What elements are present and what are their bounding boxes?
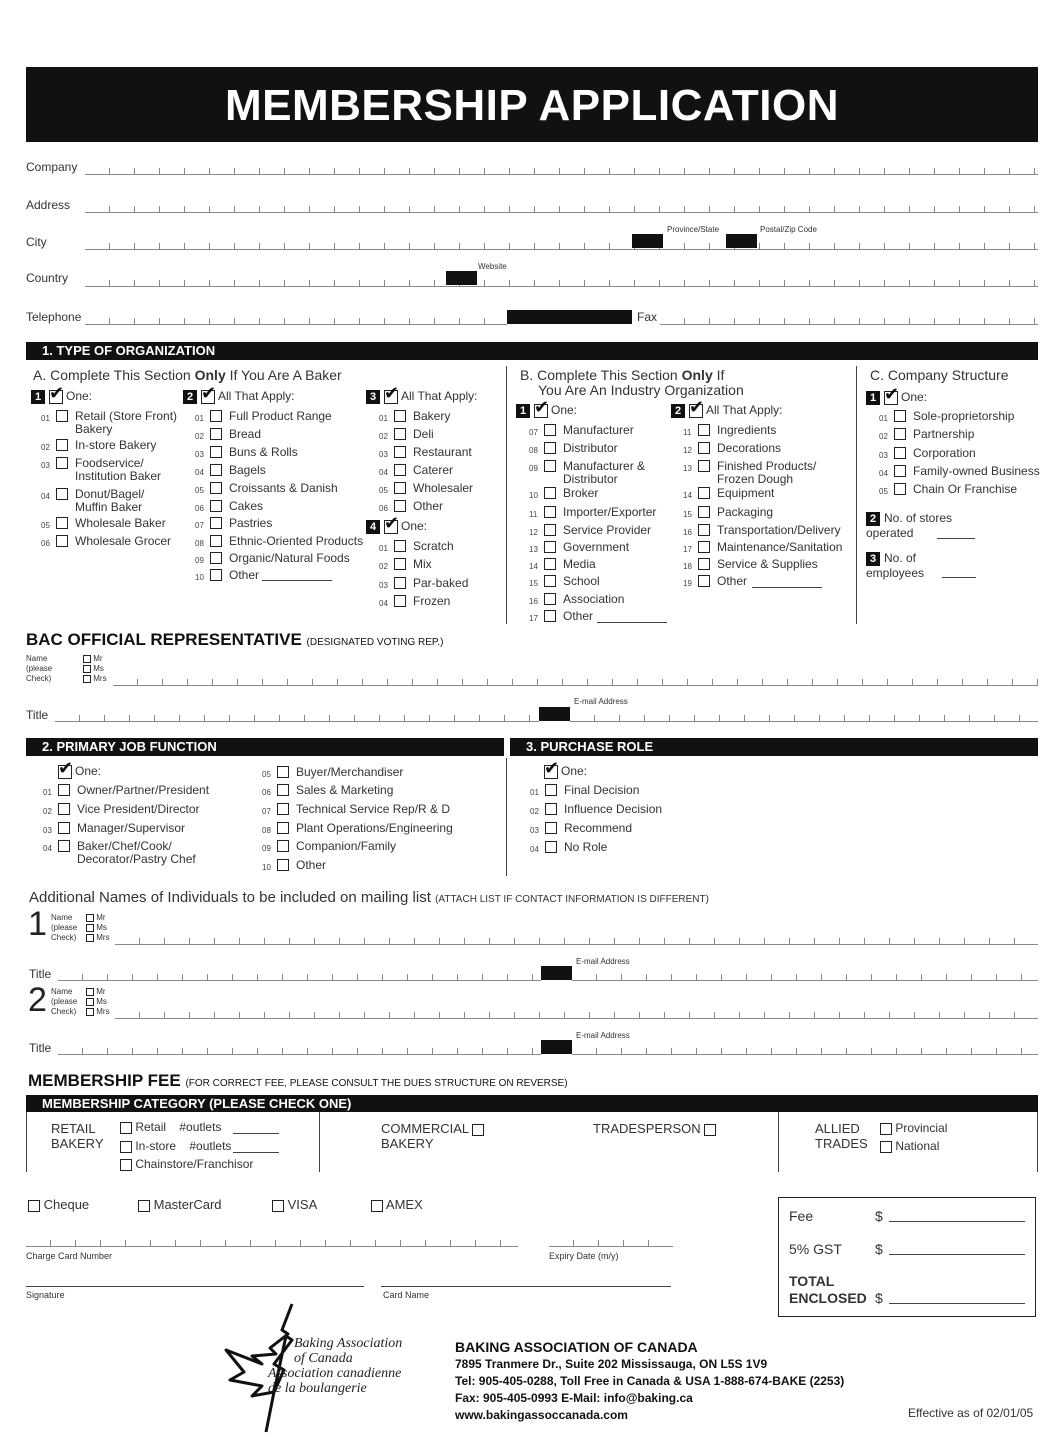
a4-item-03[interactable]: 03 Par-baked bbox=[379, 576, 469, 590]
a3-item-04[interactable]: 04 Caterer bbox=[379, 463, 454, 477]
b1-item-10[interactable]: 10 Broker bbox=[529, 486, 599, 500]
b2-other-line[interactable] bbox=[752, 587, 822, 588]
a1-item-02[interactable]: 02 In-store Bakery bbox=[41, 438, 157, 452]
section1-bar bbox=[26, 342, 1038, 360]
c1-heading: 1✔ One: bbox=[866, 390, 927, 405]
a1-item-05[interactable]: 05 Wholesale Baker bbox=[41, 516, 166, 530]
b2-item-15[interactable]: 15 Packaging bbox=[683, 505, 774, 519]
a3-item-05[interactable]: 05 Wholesaler bbox=[379, 481, 474, 495]
org-info bbox=[455, 1339, 844, 1424]
org-fax: Fax: 905-405-0993 E-Mail: info@baking.ca bbox=[455, 1391, 693, 1405]
org-name: BAKING ASSOCIATION OF CANADA bbox=[455, 1339, 698, 1355]
add1-title-label: Title bbox=[29, 967, 52, 981]
b2-item-13[interactable]: 13 Finished Products/ Frozen Dough bbox=[683, 459, 817, 486]
b2-heading: 2✔ All That Apply: bbox=[671, 403, 783, 418]
card-number-field[interactable] bbox=[26, 1238, 518, 1247]
job-item-06[interactable]: 06 Sales & Marketing bbox=[262, 783, 394, 797]
check-icon bbox=[534, 404, 548, 418]
add1-title-field[interactable] bbox=[58, 972, 541, 981]
telephone-label: Telephone bbox=[26, 310, 82, 324]
signature-label: Signature bbox=[26, 1290, 65, 1300]
a1-item-06[interactable]: 06 Wholesale Grocer bbox=[41, 534, 172, 548]
add1-separator bbox=[541, 966, 572, 980]
section1-title: 1. TYPE OF ORGANIZATION bbox=[42, 343, 216, 358]
b2-item-11[interactable]: 11 Ingredients bbox=[683, 423, 777, 437]
instore-outlets-line[interactable] bbox=[233, 1152, 279, 1153]
pay-visa[interactable]: VISA bbox=[272, 1197, 317, 1212]
add2-title-field[interactable] bbox=[58, 1046, 541, 1055]
b2-item-19[interactable]: 19 Other bbox=[683, 574, 748, 588]
b1-other-line[interactable] bbox=[597, 622, 667, 623]
b2-item-17[interactable]: 17 Maintenance/Sanitation bbox=[683, 540, 843, 554]
retail-bakery-label: RETAIL BAKERY bbox=[51, 1121, 104, 1151]
card-name-line[interactable] bbox=[381, 1286, 671, 1287]
job-item-01[interactable]: 01 Owner/Partner/President bbox=[43, 783, 210, 797]
a2-heading: 2✔ All That Apply: bbox=[183, 389, 295, 404]
a3-item-06[interactable]: 06 Other bbox=[379, 499, 444, 513]
check-icon bbox=[384, 520, 398, 534]
section2-bar bbox=[26, 738, 504, 756]
b1-item-12[interactable]: 12 Service Provider bbox=[529, 523, 652, 537]
c2-line[interactable] bbox=[937, 538, 975, 539]
telephone-field[interactable] bbox=[85, 316, 507, 325]
section-a-heading: A. Complete This Section Only If You Are A Baker bbox=[33, 367, 342, 383]
retail-option[interactable]: Retail #outlets bbox=[120, 1120, 221, 1134]
fax-label: Fax bbox=[637, 310, 658, 324]
section-b-heading: B. Complete This Section Only If bbox=[520, 367, 725, 383]
a3-item-02[interactable]: 02 Deli bbox=[379, 427, 434, 441]
card-name-label: Card Name bbox=[383, 1290, 430, 1300]
add1-salutation[interactable]: Mr Ms Mrs bbox=[86, 913, 110, 943]
additional-number-1: 1 bbox=[28, 905, 47, 943]
a3-heading: 3✔ All That Apply: bbox=[366, 389, 478, 404]
section3-title: 3. PURCHASE ROLE bbox=[526, 739, 654, 754]
check-icon bbox=[544, 765, 558, 779]
rep-name-field[interactable] bbox=[113, 677, 1038, 686]
rep-salutation[interactable]: Mr Ms Mrs bbox=[83, 654, 107, 684]
a3-item-01[interactable]: 01 Bakery bbox=[379, 409, 451, 423]
rep-separator bbox=[539, 707, 570, 721]
fax-field[interactable] bbox=[660, 316, 1038, 325]
page-title: MEMBERSHIP APPLICATION bbox=[224, 81, 839, 130]
total-amount-line[interactable] bbox=[889, 1303, 1025, 1304]
a2-item-04[interactable]: 04 Bagels bbox=[195, 463, 266, 477]
a3-item-03[interactable]: 03 Restaurant bbox=[379, 445, 472, 459]
commercial-bakery-option[interactable]: COMMERCIAL BAKERY bbox=[381, 1121, 484, 1151]
city-separator bbox=[632, 234, 663, 248]
expiry-label: Expiry Date (m/y) bbox=[549, 1251, 619, 1261]
b1-item-09[interactable]: 09 Manufacturer & Distributor bbox=[529, 459, 646, 486]
expiry-field[interactable] bbox=[549, 1238, 673, 1247]
total-label: TOTAL ENCLOSED bbox=[789, 1273, 867, 1306]
rep-title-field[interactable] bbox=[55, 713, 539, 722]
pay-cheque[interactable]: Cheque bbox=[28, 1197, 89, 1212]
rep-email-label: E-mail Address bbox=[574, 697, 628, 706]
add2-email-label: E-mail Address bbox=[576, 1031, 630, 1040]
job-item-05[interactable]: 05 Buyer/Merchandiser bbox=[262, 765, 404, 779]
section3-bar bbox=[510, 738, 1038, 756]
c1-item-01[interactable]: 01 Sole-proprietorship bbox=[879, 409, 1015, 423]
job-item-09[interactable]: 09 Companion/Family bbox=[262, 839, 397, 853]
pay-amex[interactable]: AMEX bbox=[371, 1197, 423, 1212]
country-label: Country bbox=[26, 271, 69, 285]
a4-item-01[interactable]: 01 Scratch bbox=[379, 539, 454, 553]
category-title: MEMBERSHIP CATEGORY (PLEASE CHECK ONE) bbox=[42, 1096, 352, 1111]
cat-left-border bbox=[26, 1112, 27, 1172]
a2-item-05[interactable]: 05 Croissants & Danish bbox=[195, 481, 338, 495]
card-number-label: Charge Card Number bbox=[26, 1251, 113, 1261]
add1-email-label: E-mail Address bbox=[576, 957, 630, 966]
address-field[interactable] bbox=[85, 204, 1038, 213]
b1-item-15[interactable]: 15 School bbox=[529, 574, 600, 588]
divider-23 bbox=[506, 758, 507, 876]
org-address: 7895 Tranmere Dr., Suite 202 Mississauga, ON L5S 1V9 bbox=[455, 1357, 768, 1371]
gst-dollar: $ bbox=[875, 1241, 883, 1257]
chainstore-option[interactable]: Chainstore/Franchisor bbox=[120, 1157, 253, 1171]
b2-item-14[interactable]: 14 Equipment bbox=[683, 486, 775, 500]
job-item-08[interactable]: 08 Plant Operations/Engineering bbox=[262, 821, 453, 835]
title-bar bbox=[26, 67, 1038, 142]
b2-item-16[interactable]: 16 Transportation/Delivery bbox=[683, 523, 841, 537]
a1-item-03[interactable]: 03 Foodservice/ Institution Baker bbox=[41, 456, 162, 483]
a2-item-07[interactable]: 07 Pastries bbox=[195, 516, 273, 530]
add1-email-field[interactable] bbox=[572, 972, 1038, 981]
a2-item-02[interactable]: 02 Bread bbox=[195, 427, 262, 441]
b1-item-14[interactable]: 14 Media bbox=[529, 557, 596, 571]
province-label: Province/State bbox=[667, 225, 720, 234]
fee-dollar: $ bbox=[875, 1208, 883, 1224]
rep-email-field[interactable] bbox=[570, 713, 1038, 722]
a2-item-09[interactable]: 09 Organic/Natural Foods bbox=[195, 551, 350, 565]
additional-number-2: 2 bbox=[28, 981, 47, 1019]
b1-item-16[interactable]: 16 Association bbox=[529, 592, 625, 606]
role-item-01[interactable]: 01 Final Decision bbox=[530, 783, 640, 797]
a1-item-01[interactable]: 01 Retail (Store Front) Bakery bbox=[41, 409, 178, 436]
retail-outlets-line[interactable] bbox=[233, 1133, 279, 1134]
section-c-heading: C. Company Structure bbox=[870, 367, 1009, 383]
instore-option[interactable]: In-store #outlets bbox=[120, 1139, 231, 1153]
c1-item-05[interactable]: 05 Chain Or Franchise bbox=[879, 482, 1018, 496]
org-tel: Tel: 905-405-0288, Toll Free in Canada & USA 1-888-674-BAKE (2253) bbox=[455, 1374, 845, 1388]
gst-label: 5% GST bbox=[789, 1241, 842, 1257]
a4-heading: 4✔ One: bbox=[366, 519, 427, 534]
website-label: Website bbox=[478, 262, 507, 271]
add2-name-field[interactable] bbox=[115, 1010, 1038, 1019]
section2-title: 2. PRIMARY JOB FUNCTION bbox=[42, 739, 217, 754]
job-item-03[interactable]: 03 Manager/Supervisor bbox=[43, 821, 186, 835]
rep-title-label: Title bbox=[26, 708, 49, 722]
add2-separator bbox=[541, 1040, 572, 1054]
job-item-04[interactable]: 04 Baker/Chef/Cook/ Decorator/Pastry Chef bbox=[43, 839, 196, 866]
province-separator bbox=[726, 234, 757, 248]
org-web[interactable]: www.bakingassoccanada.com bbox=[455, 1408, 628, 1422]
section-b-heading-line2: You Are An Industry Organization bbox=[538, 382, 744, 398]
b1-item-11[interactable]: 11 Importer/Exporter bbox=[529, 505, 657, 519]
role-item-02[interactable]: 02 Influence Decision bbox=[530, 802, 663, 816]
company-field[interactable] bbox=[85, 166, 1038, 175]
c3-line[interactable] bbox=[942, 577, 976, 578]
allied-trades-label: ALLIED TRADES bbox=[815, 1121, 868, 1151]
job-item-02[interactable]: 02 Vice President/Director bbox=[43, 802, 200, 816]
check-icon bbox=[49, 390, 63, 404]
national-option[interactable]: National bbox=[880, 1139, 939, 1153]
job-item-10[interactable]: 10 Other bbox=[262, 858, 327, 872]
a2-item-08[interactable]: 08 Ethnic-Oriented Products bbox=[195, 534, 364, 548]
sec2-one: ✔One: bbox=[58, 764, 101, 779]
tradesperson-option[interactable]: TRADESPERSON bbox=[593, 1121, 716, 1136]
fee-label: Fee bbox=[789, 1208, 814, 1224]
add1-name-field[interactable] bbox=[115, 936, 1038, 945]
pay-mastercard[interactable]: MasterCard bbox=[138, 1197, 222, 1212]
city-field[interactable] bbox=[85, 241, 1038, 250]
role-item-03[interactable]: 03 Recommend bbox=[530, 821, 633, 835]
company-label: Company bbox=[26, 160, 78, 174]
logo-text: Baking Association of Canada Association canadienne de la boulangerie bbox=[268, 1336, 403, 1396]
check-icon bbox=[884, 391, 898, 405]
b1-heading: 1✔ One: bbox=[516, 403, 577, 418]
b1-item-13[interactable]: 13 Government bbox=[529, 540, 630, 554]
c3-employees[interactable]: 3 No. of employees bbox=[866, 551, 925, 580]
total-dollar: $ bbox=[875, 1290, 883, 1306]
cat-div-1 bbox=[319, 1112, 320, 1172]
fee-amount-line[interactable] bbox=[889, 1221, 1025, 1222]
b1-item-08[interactable]: 08 Distributor bbox=[529, 441, 618, 455]
role-item-04[interactable]: 04 No Role bbox=[530, 840, 608, 854]
c1-item-02[interactable]: 02 Partnership bbox=[879, 427, 975, 441]
a4-item-02[interactable]: 02 Mix bbox=[379, 557, 432, 571]
additional-heading: Additional Names of Individuals to be included on mailing list (ATTACH LIST IF CONTACT INFORMATION IS DIFFERENT) bbox=[29, 889, 709, 906]
check-icon bbox=[689, 404, 703, 418]
a1-heading: 1✔ One: bbox=[31, 389, 92, 404]
sec3-one: ✔One: bbox=[544, 764, 587, 779]
add2-name-label: Name (please Check) bbox=[51, 987, 78, 1016]
a2-item-10[interactable]: 10 Other bbox=[195, 568, 260, 582]
provincial-option[interactable]: Provincial bbox=[880, 1121, 947, 1135]
b2-item-12[interactable]: 12 Decorations bbox=[683, 441, 782, 455]
cat-div-2 bbox=[778, 1112, 779, 1172]
city-label: City bbox=[26, 235, 47, 249]
address-label: Address bbox=[26, 198, 71, 212]
a2-other-line[interactable] bbox=[262, 580, 332, 581]
b2-item-18[interactable]: 18 Service & Supplies bbox=[683, 557, 818, 571]
c2-stores[interactable]: 2 No. of stores operated bbox=[866, 511, 953, 540]
cat-right-border bbox=[1037, 1112, 1038, 1172]
a4-item-04[interactable]: 04 Frozen bbox=[379, 594, 451, 608]
add2-salutation[interactable]: Mr Ms Mrs bbox=[86, 987, 110, 1017]
check-icon bbox=[201, 390, 215, 404]
country-field[interactable] bbox=[85, 278, 1038, 287]
check-icon bbox=[384, 390, 398, 404]
rep-heading: BAC OFFICIAL REPRESENTATIVE (DESIGNATED VOTING REP.) bbox=[26, 630, 444, 649]
b1-item-07[interactable]: 07 Manufacturer bbox=[529, 423, 634, 437]
rep-name-label: Name (please Check) bbox=[26, 654, 53, 683]
signature-line[interactable] bbox=[26, 1286, 364, 1287]
a2-item-06[interactable]: 06 Cakes bbox=[195, 499, 264, 513]
job-item-07[interactable]: 07 Technical Service Rep/R & D bbox=[262, 802, 451, 816]
c1-item-04[interactable]: 04 Family-owned Business bbox=[879, 464, 1040, 478]
category-bar bbox=[26, 1095, 1038, 1112]
postal-label: Postal/Zip Code bbox=[760, 225, 817, 234]
gst-amount-line[interactable] bbox=[889, 1254, 1025, 1255]
a1-item-04[interactable]: 04 Donut/Bagel/ Muffin Baker bbox=[41, 487, 145, 514]
a2-item-03[interactable]: 03 Buns & Rolls bbox=[195, 445, 298, 459]
a2-item-01[interactable]: 01 Full Product Range bbox=[195, 409, 332, 423]
telephone-separator bbox=[507, 310, 632, 324]
add1-name-label: Name (please Check) bbox=[51, 913, 78, 942]
add2-title-label: Title bbox=[29, 1041, 52, 1055]
effective-date: Effective as of 02/01/05 bbox=[908, 1406, 1034, 1420]
b1-item-17[interactable]: 17 Other bbox=[529, 609, 594, 623]
country-separator bbox=[446, 271, 477, 285]
c1-item-03[interactable]: 03 Corporation bbox=[879, 446, 976, 460]
check-icon bbox=[58, 765, 72, 779]
fee-heading: MEMBERSHIP FEE (FOR CORRECT FEE, PLEASE CONSULT THE DUES STRUCTURE ON REVERSE) bbox=[28, 1071, 568, 1090]
add2-email-field[interactable] bbox=[572, 1046, 1038, 1055]
